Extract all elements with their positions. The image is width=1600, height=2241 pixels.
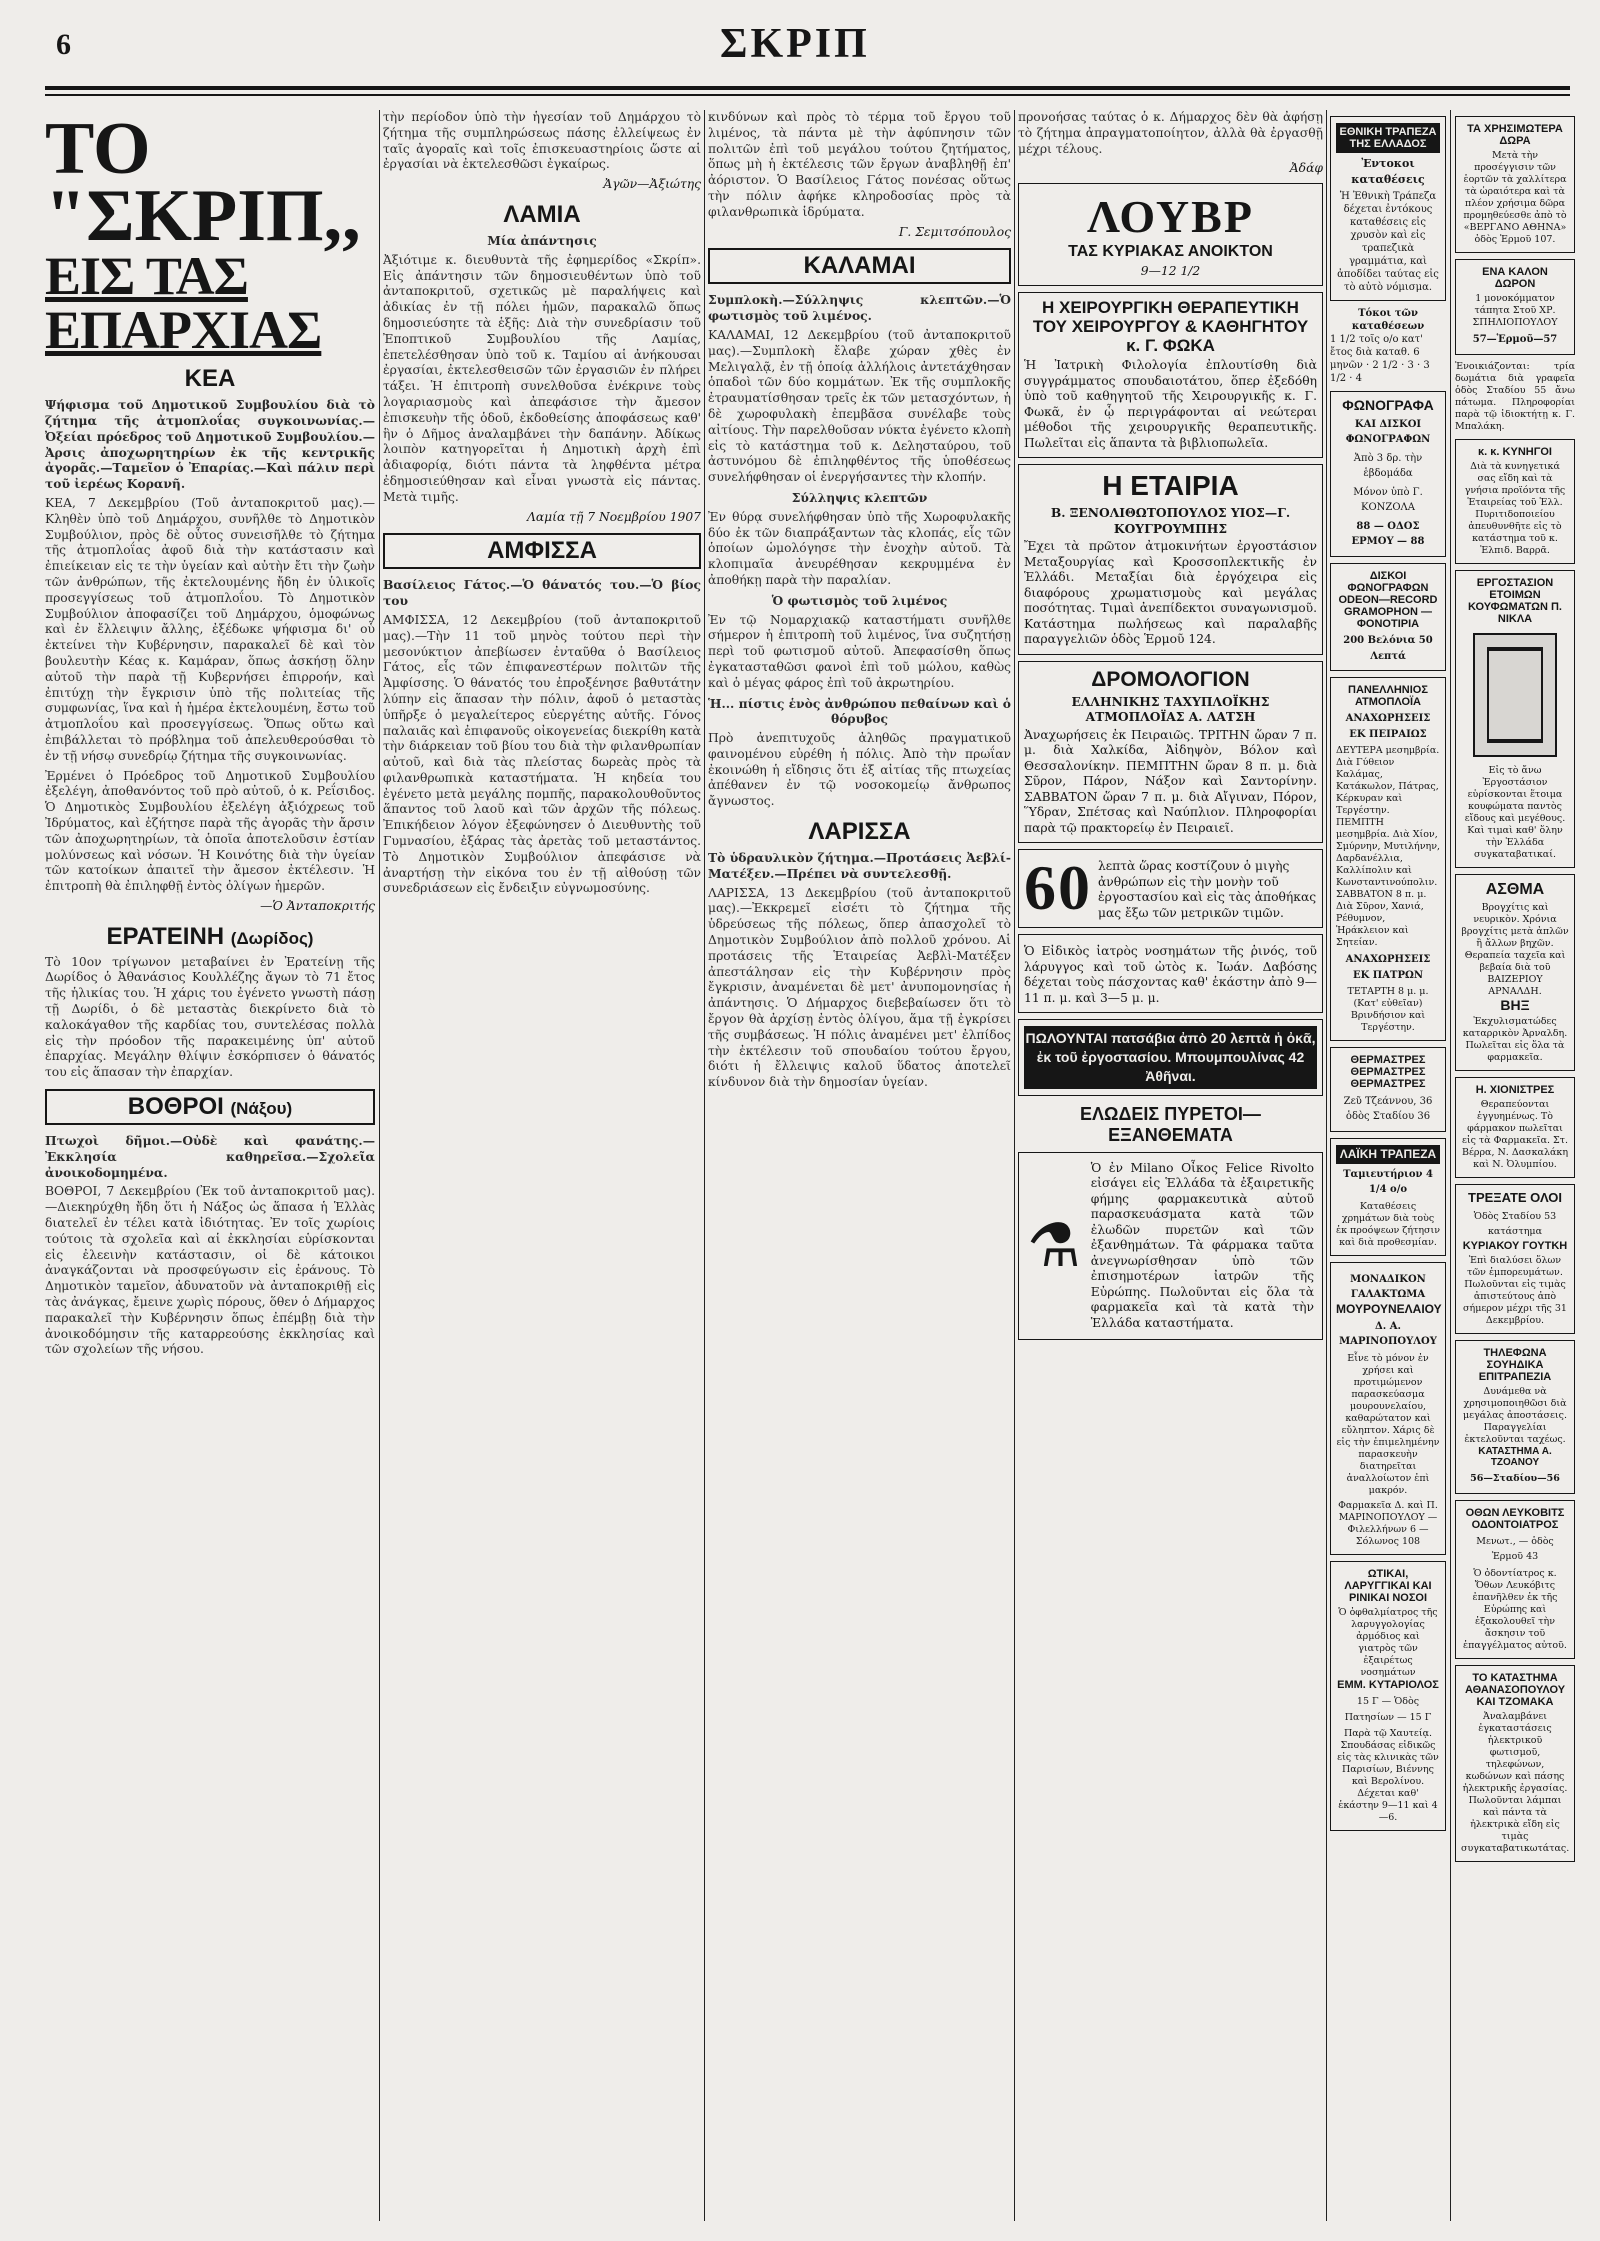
section-deck: Μία ἀπάντησις [487,232,597,248]
ad-text: Ἐπὶ διαλύσει ὅλων τῶν ἐμπορευμάτων. Πωλοῦνται εἰς τιμὰς ἀπιστεύτους ἀπὸ σήμερον μέχρι τῆς 31 Δεκεμβρίου. [1463,1254,1567,1326]
ad-text: Δυνάμεθα νὰ χρησιμοποιηθῶσι διὰ μεγάλας ἀποστάσεις. Παραγγελίαι ἐκτελοῦνται ταχέως. [1463,1386,1567,1446]
ad-name: ΜΟΥΡΟΥΝΕΛΑΙΟΥ [1336,1301,1442,1316]
ad-text: Ἀναχωρήσεις ἐκ Πειραιῶς. ΤΡΙΤΗΝ ὥραν 7 π. μ. διὰ Χαλκίδα, Ἀἰδηψὸν, Βόλον καὶ Θεσσαλονίκην. ΠΕΜΠΤΗΝ ὥραν 8 π. μ. διὰ Σῦρον, Πάρον, Νάξον καὶ Σαντορίνην. ΣΑΒΒΑΤΟΝ ὥραν 7 π. μ. διὰ Αἴγιναν, Πόρον, Ὕδραν, Σπέτσας καὶ Ναύπλιον. Πληροφορίαι παρὰ τῷ πρακτορείῳ ἐν Πειραιεῖ. [1024,727,1317,835]
section-deck: Βασίλειος Γάτος.—Ὁ θάνατός του.—Ὁ βίος του [383,577,701,609]
column-5a [1330,110,1446,2221]
column-3 [708,110,1011,2221]
ad-text: Μετὰ τὴν προσέγγισιν τῶν ἑορτῶν τὰ χαλλίτερα τὰ ὡραιότερα καὶ τὰ πλέον χρήσιμα δῶρα προμηθεύεσθε ἀπὸ τὸ «ΒΕΡΓΑΝΟ ΑΘΗΝΑ» ὁδὸς Ἑρμοῦ 107. [1463,150,1567,246]
rent-notice: Ἐνοικιάζονται: τρία δωμάτια διὰ γραφεῖα ὁδὸς Σταδίου 55 ἄνω πάτωμα. Πληροφορίαι παρὰ τῷ ἰδιοκτήτῃ κ. Γ. Μπαλάκη. [1455,360,1575,432]
column-divider [704,110,705,2221]
article-body: ΒΟΘΡΟΙ, 7 Δεκεμβρίου (Ἐκ τοῦ ἀνταποκριτοῦ μας).—Διεκηρύχθη ἤδη ὅτι ἡ Νάξος ὡς ἅπασα ἡ Ἑλλὰς διατελεῖ ἐν τέλει κατὰ ἰδιότητας. Ἐν τοῖς χωρίοις τούτοις τὰ σχολεῖα καὶ αἱ ἐκκλησίαι εὑρίσκονται εἰς ἐλεεινὴν κατάστασιν, οἱ δὲ κάτοικοι ἀναγκάζονται νὰ προσφεύγωσιν εἰς ἐράνους. Τὸ Δημοτικὸν ταμεῖον, ἀδυνατοῦν νὰ ἀνταποκριθῇ εἰς τὰς ἀνάγκας, ἔμεινε χωρὶς πόρους, ὅθεν ὁ Δήμαρχος παρακαλεῖ τὴν Κυβέρνησιν ὅπως ἐπέμβῃ διὰ τὴν ἀνοικοδόμησιν τῆς καταρρεούσης ἐκκλησίας καὶ τῶν σχολείων τῆς νήσου. [45,1184,375,1357]
header-rule-thin [45,94,1570,96]
ad-address: 88 — ΟΔΟΣ ΕΡΜΟΥ — 88 [1351,520,1425,548]
ad-cod-liver-oil [1330,1262,1446,1555]
ad-text: Ἡ Ἐθνικὴ Τράπεζα δέχεται ἐντόκους καταθέσεις εἰς χρυσὸν καὶ εἰς τραπεζικὰ γραμμάτια, καὶ ἀποδίδει ταύτας εἰς τὸ αὐτὸ νόμισμα. [1337,191,1439,294]
ad-subtitle: Δ. Α. ΜΑΡΙΝΟΠΟΥΛΟΥ [1339,1320,1437,1348]
section-deck: Συμπλοκὴ.—Σύλληψις κλεπτῶν.—Ὁ φωτισμὸς τοῦ λιμένος. [708,292,1011,324]
ad-louvre [1018,183,1323,286]
section-deck: Ψήφισμα τοῦ Δημοτικοῦ Συμβουλίου διὰ τὸ ζήτημα τῆς ἀτμοπλοΐας συγκοινωνίας.—Ὀξείαι πρόεδρος τοῦ Δημοτικοῦ Συμβουλίου.—Ἀρσις ἀποχωρητηρίων ἐκ τῆς κεντρικῆς ἀγορᾶς.—Ταμεῖον ὁ Ἐπαρίας.—Καὶ πάλιν περὶ τοῦ ἰερέως Κορανῆ. [45,397,375,492]
ad-address: 57—Ἑρμοῦ—57 [1472,334,1558,346]
ad-text: Ἀπὸ 3 δρ. τὴν ἑβδομάδα [1353,452,1423,480]
article-body: ΑΜΦΙΣΣΑ, 12 Δεκεμβρίου (τοῦ ἀνταποκριτοῦ μας).—Τὴν 11 τοῦ μηνὸς τούτου περὶ τὴν μεσονύκτιον ἀπεβίωσεν ἐνταῦθα ὁ Βασίλειος Γάτος, εἷς τῶν ἐπιφανεστέρων πολιτῶν τῆς Ἀμφίσσης. Ὁ θάνατός του ἐπροξένησε βαθυτάτην λύπην εἰς ἅπασαν τὴν πόλιν, ἀφοῦ ὁ μεταστὰς ὑπῆρξε ὁ μεγαλείτερος εὐεργέτης αὐτῆς. Γόνος παλαιᾶς καὶ ἐπιφανοῦς οἰκογενείας διεκρίθη κατὰ τὴν διάρκειαν τοῦ βίου του διὰ τὴν φιλανθρωπίαν αὐτοῦ, καὶ διὰ τὰς πλείστας δωρεὰς πρὸς τὰ φιλανθρωπικὰ καταστήματα. Ἡ κηδεία του ἐγένετο μετὰ μεγάλης πομπῆς, παρακολουθοῦντος ἅπαντος τοῦ λαοῦ καὶ τῶν ἀρχῶν τῆς πόλεως. Ἐπικήδειον λόγον ἐξεφώνησεν ὁ Διευθυντὴς τοῦ Γυμνασίου, ἐξάρας τὰς ἀρετὰς τοῦ μεταστάντος. Τὸ Δημοτικὸν Συμβούλιον ἀπεφάσισε νὰ ἀναρτήσῃ τὴν εἰκόνα του ἐν τῇ αἰθούσῃ τῶν συνεδριάσεων εἰς ἔνδειξιν εὐγνωμοσύνης. [383,612,701,896]
ad-title: κ. κ. ΚΥΝΗΓΟΙ [1478,445,1552,458]
window-frame-icon [1473,633,1557,757]
heading-note: (Δωρίδος) [230,928,314,948]
ad-subtitle: Β. ΞΕΝΟΛΙΘΩΤΟΠΟΥΛΟΣ ΥΙΟΣ—Γ. ΚΟΥΓΡΟΥΜΠΗΣ [1050,505,1291,536]
ad-title: ΦΩΝΟΓΡΑΦΑ [1342,397,1434,414]
ad-title: ΤΗΛΕΦΩΝΑ ΣΟΥΗΔΙΚΑ ΕΠΙΤΡΑΠΕΖΙΑ [1478,1346,1552,1383]
ad-text: Ἡ Ἰατρικὴ Φιλολογία ἐπλουτίσθη διὰ συγγράμματος σπουδαιοτάτου, ὅπερ ἐξεδόθη ὑπὸ τοῦ καθηγητοῦ τῆς Χειρουργικῆς κ. Γ. Φωκᾶ, ἐν ᾧ περιγράφονται αἱ νεώτεραι μέθοδοι τῆς χειρουργικῆς θεραπευτικῆς. Πωλεῖται εἰς ἅπαντα τὰ βιβλιοπωλεῖα. [1024,358,1317,450]
ad-name: ΚΑΤΑΣΤΗΜΑ Α. ΤΖΟΑΝΟΥ [1478,1446,1552,1469]
section-heading-larissa: ΛΑΡΙΣΣΑ [808,818,911,846]
ad-60-number: 60 [1024,852,1092,924]
ad-popular-bank [1330,1138,1446,1256]
ad-text: ΤΕΤΑΡΤΗ 8 μ. μ. (Κατ' εὐθεῖαν) Βρινδήσιον καὶ Τεργέστην. [1347,986,1429,1034]
ad-text: Ἀναλαμβάνει ἐγκαταστάσεις ἠλεκτρικοῦ φωτισμοῦ, τηλεφώνων, κωδώνων καὶ πάσης ἠλεκτρικῆς ἐργασίας. Πωλοῦνται λάμπαι καὶ πάντα τὰ ἠλεκτρικὰ εἴδη εἰς τιμὰς συγκαταβατικωτάτας. [1461,1711,1570,1855]
article-body: Τὸ 10ον τρίγωνον μεταβαίνει ἐν Ἐρατείνῃ τῆς Δωρίδος ὁ Ἀθανάσιος Κουλλέζης ἄγων τὸ 71 ἔτος τῆς ἡλικίας του. Ἡ χάρις του ἐγένετο γνωστὴ πάσῃ τῇ Δωρίδι, ὁ δὲ μεταστὰς διεκρίνετο διὰ τὸ καλοκάγαθον τῆς καρδίας του, συντελέσας πολλὰ εἰς τὴν πρόοδον τῆς παρακειμένης ὑπ' αὐτοῦ ἐπαρχίας. Μεγάλην θλίψιν ἐσκόρπισεν ὁ θάνατός του εἰς ἅπασαν τὴν ἐπαρχίαν. [45,954,375,1080]
lead-title: ΤΟ "ΣΚΡΙΠ,, [45,110,361,257]
ad-ent-doctor [1018,934,1323,1013]
ad-louvre-text: ΤΑΣ ΚΥΡΙΑΚΑΣ ΑΝΟΙΚΤΟΝ [1068,243,1273,261]
ad-text: Ταμιευτήριον 4 1/4 ο/ο [1343,1168,1433,1196]
ad-text: ΠΩΛΟΥΝΤΑΙ πατσάβια ἀπὸ 20 λεπτὰ ἡ ὀκᾶ, ἐκ τοῦ ἐργοστασίου. Μπουμπουλίνας 42 Ἀθῆναι. [1024,1026,1317,1089]
ad-address: Φαρμακεῖα Δ. καὶ Π. ΜΑΡΙΝΟΠΟΥΛΟΥ — Φιλελλήνων 6 — Σόλωνος 108 [1338,1499,1438,1547]
ad-carpet [1455,259,1575,355]
ad-name: ΕΜΜ. ΚΥΤΑΡΙΟΛΟΣ [1337,1679,1439,1692]
ad-text: Θεραπεύονται ἐγγυημένως. Τὸ φάρμακον πωλεῖται εἰς τὰ Φαρμακεῖα. Στ. Βέρρα, Ν. Δασκαλάκη καὶ Ν. Ὀλυμπίου. [1461,1099,1569,1171]
section-deck: Πτωχοὶ δῆμοι.—Οὐδὲ καὶ φανάτης.—Ἐκκλησία καθηρεῖσα.—Σχολεῖα ἀνοικοδομημένα. [45,1133,375,1180]
ad-title: Η ΕΤΑΙΡΙΑ [1102,470,1239,502]
ad-address: 15 Γ — Ὁδὸς Πατησίων — 15 Γ [1344,1696,1432,1723]
ad-title: ΟΘΩΝ ΛΕΥΚΟΒΙΤΣ ΟΔΟΝΤΟΙΑΤΡΟΣ [1465,1506,1565,1531]
article-body: προνοήσας ταύτας ὁ κ. Δήμαρχος δὲν θὰ ἀφήσῃ τὸ ζήτημα ἀπραγματοποίητον, ἀλλὰ θὰ ἐργασθῇ μέχρι τέλους. [1018,110,1323,156]
ad-title: ΒΗΞ [1500,996,1530,1013]
column-divider [1326,110,1327,2221]
article-body: ΚΑΛΑΜΑΙ, 12 Δεκεμβρίου (τοῦ ἀνταποκριτοῦ μας).—Συμπλοκὴ ἔλαβε χώραν χθὲς ἐν Μελιγαλᾷ, ἐν τῇ ὁποίᾳ ἀλλήλοις ἀντετάχθησαν ὁπαδοὶ τῶν δύο κομμάτων. Ἐκ τῆς συμπλοκῆς ἐτραυματίσθησαν τρεῖς ἐκ τῶν μετασχόντων, ἡ δὲ χωροφυλακὴ ἐπεμβᾶσα συνέλαβε τοὺς αἰτίους. Τὴν παρελθοῦσαν νύκτα ἐγένετο κλοπὴ εἰς τὸ κατάστημα τοῦ κ. Δελησταύρου, τοῦ ἀστυνόμου δὲ ἐπιληφθέντος τῆς ὑποθέσεως συνελήφθησαν οἱ ἐνεργήσαντες τὴν κλοπήν. [708,327,1011,485]
subheading: Ἡ... πίστις ἑνὸς ἀνθρώπου πεθαίνων καὶ ὁ θόρυβος [708,695,1011,727]
ad-run-all [1455,1184,1575,1333]
ad-route-schedule [1018,661,1323,844]
article-body: Ἐρμένει ὁ Πρόεδρος τοῦ Δημοτικοῦ Συμβουλίου ἐξελέγη, ἀποθανόντος τοῦ πρὸ αὐτοῦ, ὁ κ. Ρεΐσιδος. Ὁ Δημοτικὸς Συμβουλίου ἐξελέγη ἀξιόχρεως τοῦ Ἰδρύματος, καὶ ἐζήτησε παρὰ τῆς ἀγορᾶς τὴν ἄρσιν τῶν ἀποχωρητηρίων, τὰ ὁποῖα ἀποτελοῦσιν ἐστίαν μολύνσεως καὶ νόσων. Ἡ Κοινότης διὰ τὴν ὑγείαν τῶν κατοίκων ἀπαιτεῖ τὴν ἄμεσον ἐκτέλεσιν. Ἡ ἐπιτροπὴ θὰ ἐπιληφθῇ ἐντὸς ὀλίγων ἡμερῶν. [45,768,375,894]
column-divider [379,110,380,2221]
ad-gifts [1455,116,1575,253]
lead-subtitle: ΕΙΣ ΤΑΣ ΕΠΑΡΧΙΑΣ [45,246,322,361]
ad-text: Βρογχίτις καὶ νευρικὸν. Χρόνια βρογχίτις μετὰ ἀπλῶν ἢ ἄλλων βηχῶν. Θεραπεία ταχεῖα καὶ βεβαία διὰ τοῦ ΒΑΙΖΕΡΙΟΥ ΑΡΝΑΛΔΗ. [1461,901,1569,997]
ad-title: ΤΟ ΚΑΤΑΣΤΗΜΑ ΑΘΑΝΑΣΟΠΟΥΛΟΥ ΚΑΙ ΤΖΟΜΑΚΑ [1464,1671,1566,1708]
heading-text: ΒΟΘΡΟΙ [127,1093,224,1121]
ad-title: ΔΙΣΚΟΙ ΦΩΝΟΓΡΑΦΩΝ ODEON—RECORD GRAMOPHON — ΦΟΝΟΤΙΡΙΑ [1338,569,1438,630]
section-deck: Τὸ ὑδραυλικὸν ζήτημα.—Προτάσεις Ἀεβλί-Ματέξεν.—Πρέπει νὰ συντελεσθῇ. [708,850,1011,881]
subheading: Σύλληψις κλεπτῶν [791,489,928,505]
ad-text: Ἔχει τὰ πρῶτον ἀτμοκινήτων ἐργοστάσιον Μεταξουργίας καὶ Κροσσοπλεκτικῆς ἐν Ἑλλάδι. Μεταξίαι διὰ ἐργόχειρα εἰς διαφόρους χρωματισμοὺς καὶ μεγάλας ποσότητας. Τιμαὶ ἀνεπίδεκτοι συναγωνισμοῦ. Κατάστημα πωλήσεως καὶ παραλαβῆς παραγγελιῶν ὁδὸς Ἑρμοῦ 124. [1024,539,1317,647]
ad-phonograph [1330,391,1446,556]
ad-title: ΘΕΡΜΑΣΤΡΕΣ ΘΕΡΜΑΣΤΡΕΣ ΘΕΡΜΑΣΤΡΕΣ [1350,1054,1426,1091]
ad-asthma [1455,874,1575,1071]
ad-louvre-title: ΛΟΥΒΡ [1087,191,1254,243]
ad-window-frames [1455,570,1575,868]
ad-title: Η. ΧΙΟΝΙΣΤΡΕΣ [1475,1084,1555,1097]
article-signature: —Ὁ Ἀνταποκριτής [260,898,375,913]
ad-text: 1 μονοκόμματον τάπητα Στοῦ ΧΡ. ΣΠΗΛΙΟΠΟΥΛΟΥ [1472,293,1558,329]
ad-text: Ὁδὸς Σταδίου 53 κατάστημα [1473,1210,1557,1238]
ad-stoves [1330,1047,1446,1131]
ad-louvre-hours: 9—12 1/2 [1140,263,1201,278]
ad-ent [1330,1561,1446,1831]
ad-title: ΤΡΕΞΑΤΕ ΟΛΟΙ [1468,1190,1562,1206]
column-divider [1450,110,1451,2221]
heading-note: (Νάξου) [230,1099,293,1119]
article-body: Πρὸ ἀνεπιτυχοῦς ἀληθῶς πραγματικοῦ φαινομένου εὑρέθη ἡ πόλις. Ἀπὸ τὴν πρωΐαν ἐκοινώθη ἡ εἴδησις ὅτι ἐξ αἰτίας τῆς πτωχείας ἀπέθανεν ἐν τῷ νοσοκομείῳ ἄνθρωπος ἄγνωστος. [708,731,1011,809]
article-signature: Ἀδάφ [1289,161,1323,176]
ad-title: ΛΑΪΚΗ ΤΡΑΠΕΖΑ [1336,1145,1440,1164]
section-heading-bothroi [45,1089,375,1125]
ad-title: ΩΤΙΚΑΙ, ΛΑΡΥΓΓΙΚΑΙ ΚΑΙ ΡΙΝΙΚΑΙ ΝΟΣΟΙ [1344,1567,1432,1605]
ad-title: ΕΡΓΟΣΤΑΣΙΟΝ ΕΤΟΙΜΩΝ ΚΟΥΦΩΜΑΤΩΝ Π. ΝΙΚΛΑ [1468,576,1562,626]
ad-elodeis-title: ΕΛΩΔΕΙΣ ΠΥΡΕΤΟΙ—ΕΞΑΝΘΕΜΑΤΑ [1080,1103,1261,1145]
article-body: ΛΑΡΙΣΣΑ, 13 Δεκεμβρίου (τοῦ ἀνταποκριτοῦ μας).—Ἐκκρεμεῖ εἰσέτι τὸ ζήτημα τῆς ὑδρεύσεως τῆς πόλεως, ὅπερ ἀπασχολεῖ τὸ Δημοτικὸν Συμβούλιον ἀπὸ πολλοῦ χρόνου. Αἱ προτάσεις τῆς Ἑταιρείας Ἀεβλὶ-Ματέξεν ἀπεστάλησαν εἰς τὴν Κυβέρνησιν πρὸς ἔγκρισιν, ἀναμένεται δὲ μετ' ἀνυπομονησίας ἡ ἀπάντησις. Ὁ Δήμαρχος διεβεβαίωσεν ὅτι τὸ ἔργον θὰ ἀρχίσῃ ἐντὸς ὀλίγου, ἅμα τῇ ἐγκρίσει τῆς συμβάσεως. Ἡ πόλις ἀναμένει μετ' ἐλπίδος τὴν ἐκτέλεσιν τοῦ σπουδαίου τούτου ἔργου, διότι ἡ ἔλλειψις καλοῦ ὕδατος ἀποτελεῖ κίνδυνον διὰ τὴν δημοσίαν ὑγείαν. [708,885,1011,1090]
ad-title: ΕΝΑ ΚΑΛΟΝ ΔΩΡΟΝ [1482,266,1548,291]
article-body: ΚΕΑ, 7 Δεκεμβρίου (Τοῦ ἀνταποκριτοῦ μας).—Κληθὲν ὑπὸ τοῦ Δημάρχου, συνῆλθε τὸ Δημοτικὸν Συμβούλιον, πρὸς δὲ οὗτος συνεισῆλθε τὸ ζήτημα τῆς ἀτμοπλοΐας ἀφοῦ διὰ τὴν κατάστασιν καὶ ἐπιείκειαν εἰς τε τὴν ὑγείαν καὶ αὐτὴν ἔτι τὴν ζωὴν τῶν ἀνθρώπων, τῆς ἐκτελουμένης ἤδη ἐν ὑλικοῖς προσεγγίσεως τοῦ ἀτμοπλοΐου. Τὸ Δημοτικὸν Συμβούλιον ἀποφασίζει τοῦ Δημάρχου, ὁμοφώνως καὶ ἐν ἔλλειψιν ἄλλης, ἐξέδωκε ψήφισμα δι' οὗ ἐκτείνει τὴν Κυβέρνησιν, παρακαλεῖ δὲ καὶ τὸν βουλευτὴν Κέας κ. Καμάραν, ὅπως ἀσκήσῃ ὅλην αὐτοῦ τὴν παρὰ τῇ Κυβερνήσει ἐπιρροήν, καὶ ἐπιτύχῃ τὴν ἔγκρισιν ὑπὸ τῆς πολιτείας τῆς συμφωνίας, ἵνα καὶ ἡ ἡμέρα ἐκτελουμένη, ἔστω τοῦ ἀτμοπλοΐου καὶ προσεγγίσεως. Ὅπως οὕτω καὶ ἐπιβάλλεται τὸ πρόβλημα τοῦ ἀπελευθερούσθαι τὸ ἐν τῇ νήσῳ συνεδρίῳ ζήτημα τῆς συγκοινωνίας. [45,495,375,763]
ad-subtitle: ΑΝΑΧΩΡΗΣΕΙΣ ΕΚ ΠΕΙΡΑΙΩΣ [1345,713,1431,740]
ad-text: Εἶνε τὸ μόνον ἐν χρήσει καὶ προτιμώμενον παρασκεύασμα μουρουνελαίου, καθαρώτατον καὶ εὔληπτον. Χάρις δὲ εἰς τὴν ἐπιμελημένην παρασκευὴν διατηρεῖται ἀναλλοίωτον ἐπὶ μακρόν. [1336,1352,1440,1496]
header-rule [45,86,1570,90]
ad-address: 56—Σταδίου—56 [1470,1473,1560,1485]
ad-text: ΔΕΥΤΕΡΑ μεσημβρία. Διὰ Γύθειον Καλάμας, Κατάκωλον, Πάτρας, Κέρκυραν καὶ Τεργέστην. ΠΕΜΠΤΗ μεσημβρία. Διὰ Χίον, Σμύρνην, Μυτιλήνην, Δαρδανέλλια, Καλλίπολιν καὶ Κωνσταντινούπολιν. ΣΑΒΒΑΤΟΝ 8 π. μ. Διὰ Σῦρον, Χανιά, Ρέθυμνον, Ἡράκλειον καὶ Σητείαν. [1336,745,1440,949]
ad-electric-store [1455,1665,1575,1862]
ad-text: Εἰς τὸ ἄνω Ἐργοστάσιον εὑρίσκονται ἕτοιμα κουφώματα παντὸς εἴδους καὶ μεγέθους. Καὶ τιμαὶ καθ' ὅλην τὴν Ἑλλάδα συγκαταβατικαί. [1464,765,1566,861]
article-body: κινδύνων καὶ πρὸς τὸ τέρμα τοῦ ἔργου τοῦ λιμένος, τὰ πάντα μὲ τὴν ἀφύπνησιν τῶν πολιτῶν ἐπὶ τοῦ μεγάλου τούτου ζητήματος, ὅπως μὴ ἡ ἐκτέλεσις τῶν ἔργων ἀναβληθῇ ἐπ' ἀόριστον. Ὁ Βασίλειος Γάτος πονέσας οὕτως τὴν πόλιν ἀφήκε κληροδοσίας πρὸς τὰ φιλανθρωπικὰ ἱδρύματα. [708,110,1011,219]
article-body: Ἀξιότιμε κ. διευθυντὰ τῆς ἐφημερίδος «Σκρίπ». Εἰς ἀπάντησιν τῶν δημοσιευθέντων ὑπὸ τοῦ ἀνταποκριτοῦ, σχετικῶς μὲ παραλήψεις καὶ ἀδικίας ἐν τῇ πόλει ἡμῶν, παρακαλῶ ὅπως δημοσιεύσητε τὰ ἑξῆς: Διὰ τὴν συνεδρίασιν τοῦ Ἐποπτικοῦ Συμβουλίου τῆς Λαμίας, ἐπετελέσθησαν ὑπὸ τοῦ κ. Ταμίου αἱ ἀνήκουσαι ἐργασίαι, ἐκτελεσθεισῶν τῶν ἐργασιῶν ἐν πλήρει τάξει. Ἡ ἐπιτροπὴ συνελθοῦσα ἐνέκρινε τοὺς λογαριασμοὺς καὶ ἀπεφάσισε τὴν ἄμεσον ἐπισκευὴν τῆς ὁδοῦ, ἐκδοθείσης ἀποφάσεως καθ' ἣν ὁ Δῆμος ἀναλαμβάνει τὴν δαπάνην. Ἀδίκως λοιπὸν κατηγορεῖται ἡ Δημοτικὴ ἀρχὴ ἐπὶ ἀδιαφορίᾳ, διότι πάντα τὰ ληφθέντα μέτρα ἐδημοσιεύθησαν καὶ εἶναι γνωστὰ εἰς πάντας. Μετὰ τιμῆς. [383,252,701,504]
ad-sale [1018,1019,1323,1096]
page-number: 6 [56,28,71,61]
bank-rates-title: Τόκοι τῶν καταθέσεων [1351,308,1425,333]
article-signature: Ἀγῶν—Ἀξιώτης [603,177,701,192]
ad-subtitle: ΚΑΙ ΔΙΣΚΟΙ ΦΩΝΟΓΡΑΦΩΝ [1345,418,1431,446]
ad-text: Παρὰ τῷ Χαυτείᾳ. Σπουδάσας εἰδικῶς εἰς τὰς κλινικὰς τῶν Παρισίων, Βιέννης καὶ Βερολίνου. Δέχεται καθ' ἑκάστην 9—11 καὶ 4—6. [1337,1728,1439,1824]
column-2 [383,110,701,2221]
ad-name: ΚΥΡΙΑΚΟΥ ΓΟΥΤΚΗ [1462,1239,1568,1252]
subheading: Ὁ φωτισμὸς τοῦ λιμένος [771,592,948,608]
column-divider [1014,110,1015,2221]
ad-subtitle: Ἐντοκοι καταθέσεις [1351,157,1425,186]
ad-discs [1330,563,1446,671]
ad-dentist [1455,1500,1575,1659]
heading-text: ΕΡΑΤΕΙΝΗ [106,922,225,950]
ad-title: ΔΡΟΜΟΛΟΓΙΟΝ [1091,667,1250,691]
ad-elodeis [1018,1152,1323,1341]
ad-surgery-book [1018,292,1323,458]
ad-title: ΤΑ ΧΡΗΣΙΜΩΤΕΡΑ ΔΩΡΑ [1467,123,1563,148]
ad-text: Διὰ τὰ κυνηγετικά σας εἴδη καὶ τὰ γνήσια προϊόντα τῆς Ἑταιρείας τοῦ Ἑλλ. Πυριτιδοποιείου ἀπευθυνθῆτε εἰς τὸ κατάστημα τοῦ κ. Ἐλπιδ. Βαρρᾶ. [1464,460,1566,556]
ad-company [1018,464,1323,654]
article-body: τὴν περίοδον ὑπὸ τὴν ἡγεσίαν τοῦ Δημάρχου τὸ ζήτημα τῆς συμπληρώσεως πάσης ἐλλείψεως ἐν ταῖς ἀγοραῖς καὶ τοῖς ἐπισκευαστηρίοις ὥστε αἱ ἐργασίαι νὰ ἐκτελεσθῶσι ἐγκαίρως. [383,110,701,172]
ad-text: Ὁ ὀφθαλμίατρος τῆς λαρυγγολογίας ἀρμόδιος καὶ γιατρὸς τῶν ἐξαιρέτως νοσημάτων [1338,1607,1438,1679]
article-body: Ἐν τῷ Νομαρχιακῷ καταστήματι συνῆλθε σήμερον ἡ ἐπιτροπὴ τοῦ λιμένος, ἵνα συζητήσῃ περὶ τοῦ φωτισμοῦ αὐτοῦ. Ἀπεφασίσθη ὅπως ἐγκατασταθῶσι φανοὶ ἐπὶ τοῦ μώλου, καθὼς καὶ ὁ μέγας φάρος ἐπὶ τοῦ ἀκρωτηρίου. [708,612,1011,690]
ad-subtitle: ΑΝΑΧΩΡΗΣΕΙΣ ΕΚ ΠΑΤΡΩΝ [1345,954,1431,981]
ad-title: ΜΟΝΑΔΙΚΟΝ ΓΑΛΑΚΤΩΜΑ [1350,1273,1426,1301]
ad-text: Ὁ Εἰδικὸς ἰατρὸς νοσημάτων τῆς ῥινός, τοῦ λάρυγγος καὶ τοῦ ὠτὸς κ. Ἰωάν. Δαβόσης δέχεται τοὺς πάσχοντας καθ' ἑκάστην ἀπὸ 9—11 π. μ. καὶ 3—5 μ. μ. [1024,944,1317,1005]
article-date: Λαμία τῇ 7 Νοεμβρίου 1907 [526,509,701,524]
article-signature: Γ. Σεμιτσόπουλος [898,224,1011,239]
ad-text: 200 Βελόνια 50 Λεπτά [1343,635,1433,662]
medicine-bottle-icon: ⚗ [1027,1211,1081,1282]
ad-text: Καταθέσεις χρημάτων διὰ τοὺς ἐκ προόψεων ζήτησιν καὶ διὰ προθεσμίαν. [1336,1200,1441,1248]
ad-text: Ζεῦ Τζεάννου, 36 ὁδὸς Σταδίου 36 [1343,1095,1433,1123]
ad-hunters [1455,439,1575,564]
ad-national-bank [1330,116,1446,301]
ad-text: Ὁ ὀδοντίατρος κ. Ὄθων Λευκόβιτς ἐπανῆλθεν ἐκ τῆς Εὐρώπης καὶ ἐξακολουθεῖ τὴν ἄσκησιν τοῦ ἐπαγγέλματος αὐτοῦ. [1463,1567,1567,1651]
bank-rates: 1 1/2 τοῖς ο/ο κατ' ἔτος διὰ καταθ. 6 μηνῶν · 2 1/2 · 3 · 3 1/2 · 4 [1330,334,1430,385]
ad-telephones [1455,1340,1575,1494]
ad-title: ΕΘΝΙΚΗ ΤΡΑΠΕΖΑ ΤΗΣ ΕΛΛΑΔΟΣ [1336,123,1440,153]
ad-subtitle: ΕΛΛΗΝΙΚΗΣ ΤΑΧΥΠΛΟΪΚΗΣ ΑΤΜΟΠΛΟΪΑΣ Α. ΛΑΤΣΗ [1071,693,1270,725]
section-heading-kalamai: ΚΑΛΑΜΑΙ [708,248,1011,284]
ad-chilblains [1455,1077,1575,1178]
ad-60 [1018,849,1323,928]
section-heading-amfissa: ΑΜΦΙΣΣΑ [383,533,701,569]
ad-text: Μόνον ὑπὸ Γ. ΚΟΝΖΟΛΑ [1353,486,1423,514]
ad-text: Ὁ ἐν Milano Οἶκος Felice Rivolto εἰσάγει εἰς Ἑλλάδα τὰ ἐξαιρετικῆς φήμης φαρμακευτικὰ αὐτοῦ παρασκευάσματα κατὰ τῶν ἐλωδῶν πυρετῶν καὶ τῶν ἐξανθημάτων. Τὰ φάρμακα ταῦτα ἀνεγνωρίσθησαν ὑπὸ τῶν ἐπισημοτέρων ἰατρῶν τῆς Εὐρώπης. Πωλοῦνται εἰς ὅλα τὰ φαρμακεῖα καὶ τὰ κατὰ τὴν Ἑλλάδα καταστήματα. [1090,1160,1314,1330]
ad-panhellenic [1330,677,1446,1041]
ad-text: λεπτὰ ὥρας κοστίζουν ὁ μιγὴς ἀνθρώπων εἰς τὴν μονὴν τοῦ ἐργοστασίου καὶ εἰς τὰς ἀποθήκας μας ἔξω τῶν μετρικῶν τιμῶν. [1098,859,1317,920]
column-4 [1018,110,1323,2221]
section-heading-kea: ΚΕΑ [184,365,236,393]
section-heading-lamia: ΛΑΜΙΑ [503,200,581,228]
ad-title: Η ΧΕΙΡΟΥΡΓΙΚΗ ΘΕΡΑΠΕΥΤΙΚΗ ΤΟΥ ΧΕΙΡΟΥΡΓΟΥ & ΚΑΘΗΓΗΤΟΥ κ. Γ. ΦΩΚΑ [1032,298,1309,355]
ad-title: ΠΑΝΕΛΛΗΝΙΟΣ ΑΤΜΟΠΛΟΪΑ [1348,684,1428,709]
ad-text: Ἐκχυλισματώδες καταρρικὸν Ἀρναλδη. Πωλεῖται εἰς ὅλα τὰ φαρμακεῖα. [1462,1016,1568,1064]
ad-address: Μενωτ., — ὁδὸς Ἑρμοῦ 43 [1476,1535,1554,1563]
column-5b [1455,110,1575,2221]
ad-title: ΑΣΘΜΑ [1485,881,1545,899]
column-1 [45,110,375,2221]
masthead: ΣΚΡΙΠ [720,21,870,67]
article-body: Ἐν θύρᾳ συνελήφθησαν ὑπὸ τῆς Χωροφυλακῆς δύο ἐκ τῶν διαπράξαντων τὰς κλοπάς, εἷς τῶν ὁποίων ὡμολόγησε τὴν ἐνοχὴν αὐτοῦ. Τὰ κλοπιμαῖα ἀνευρέθησαν κεκρυμμένα ἐν ἀποθήκῃ παρὰ τὴν παραλίαν. [708,509,1011,587]
section-heading-erateini [45,923,375,951]
